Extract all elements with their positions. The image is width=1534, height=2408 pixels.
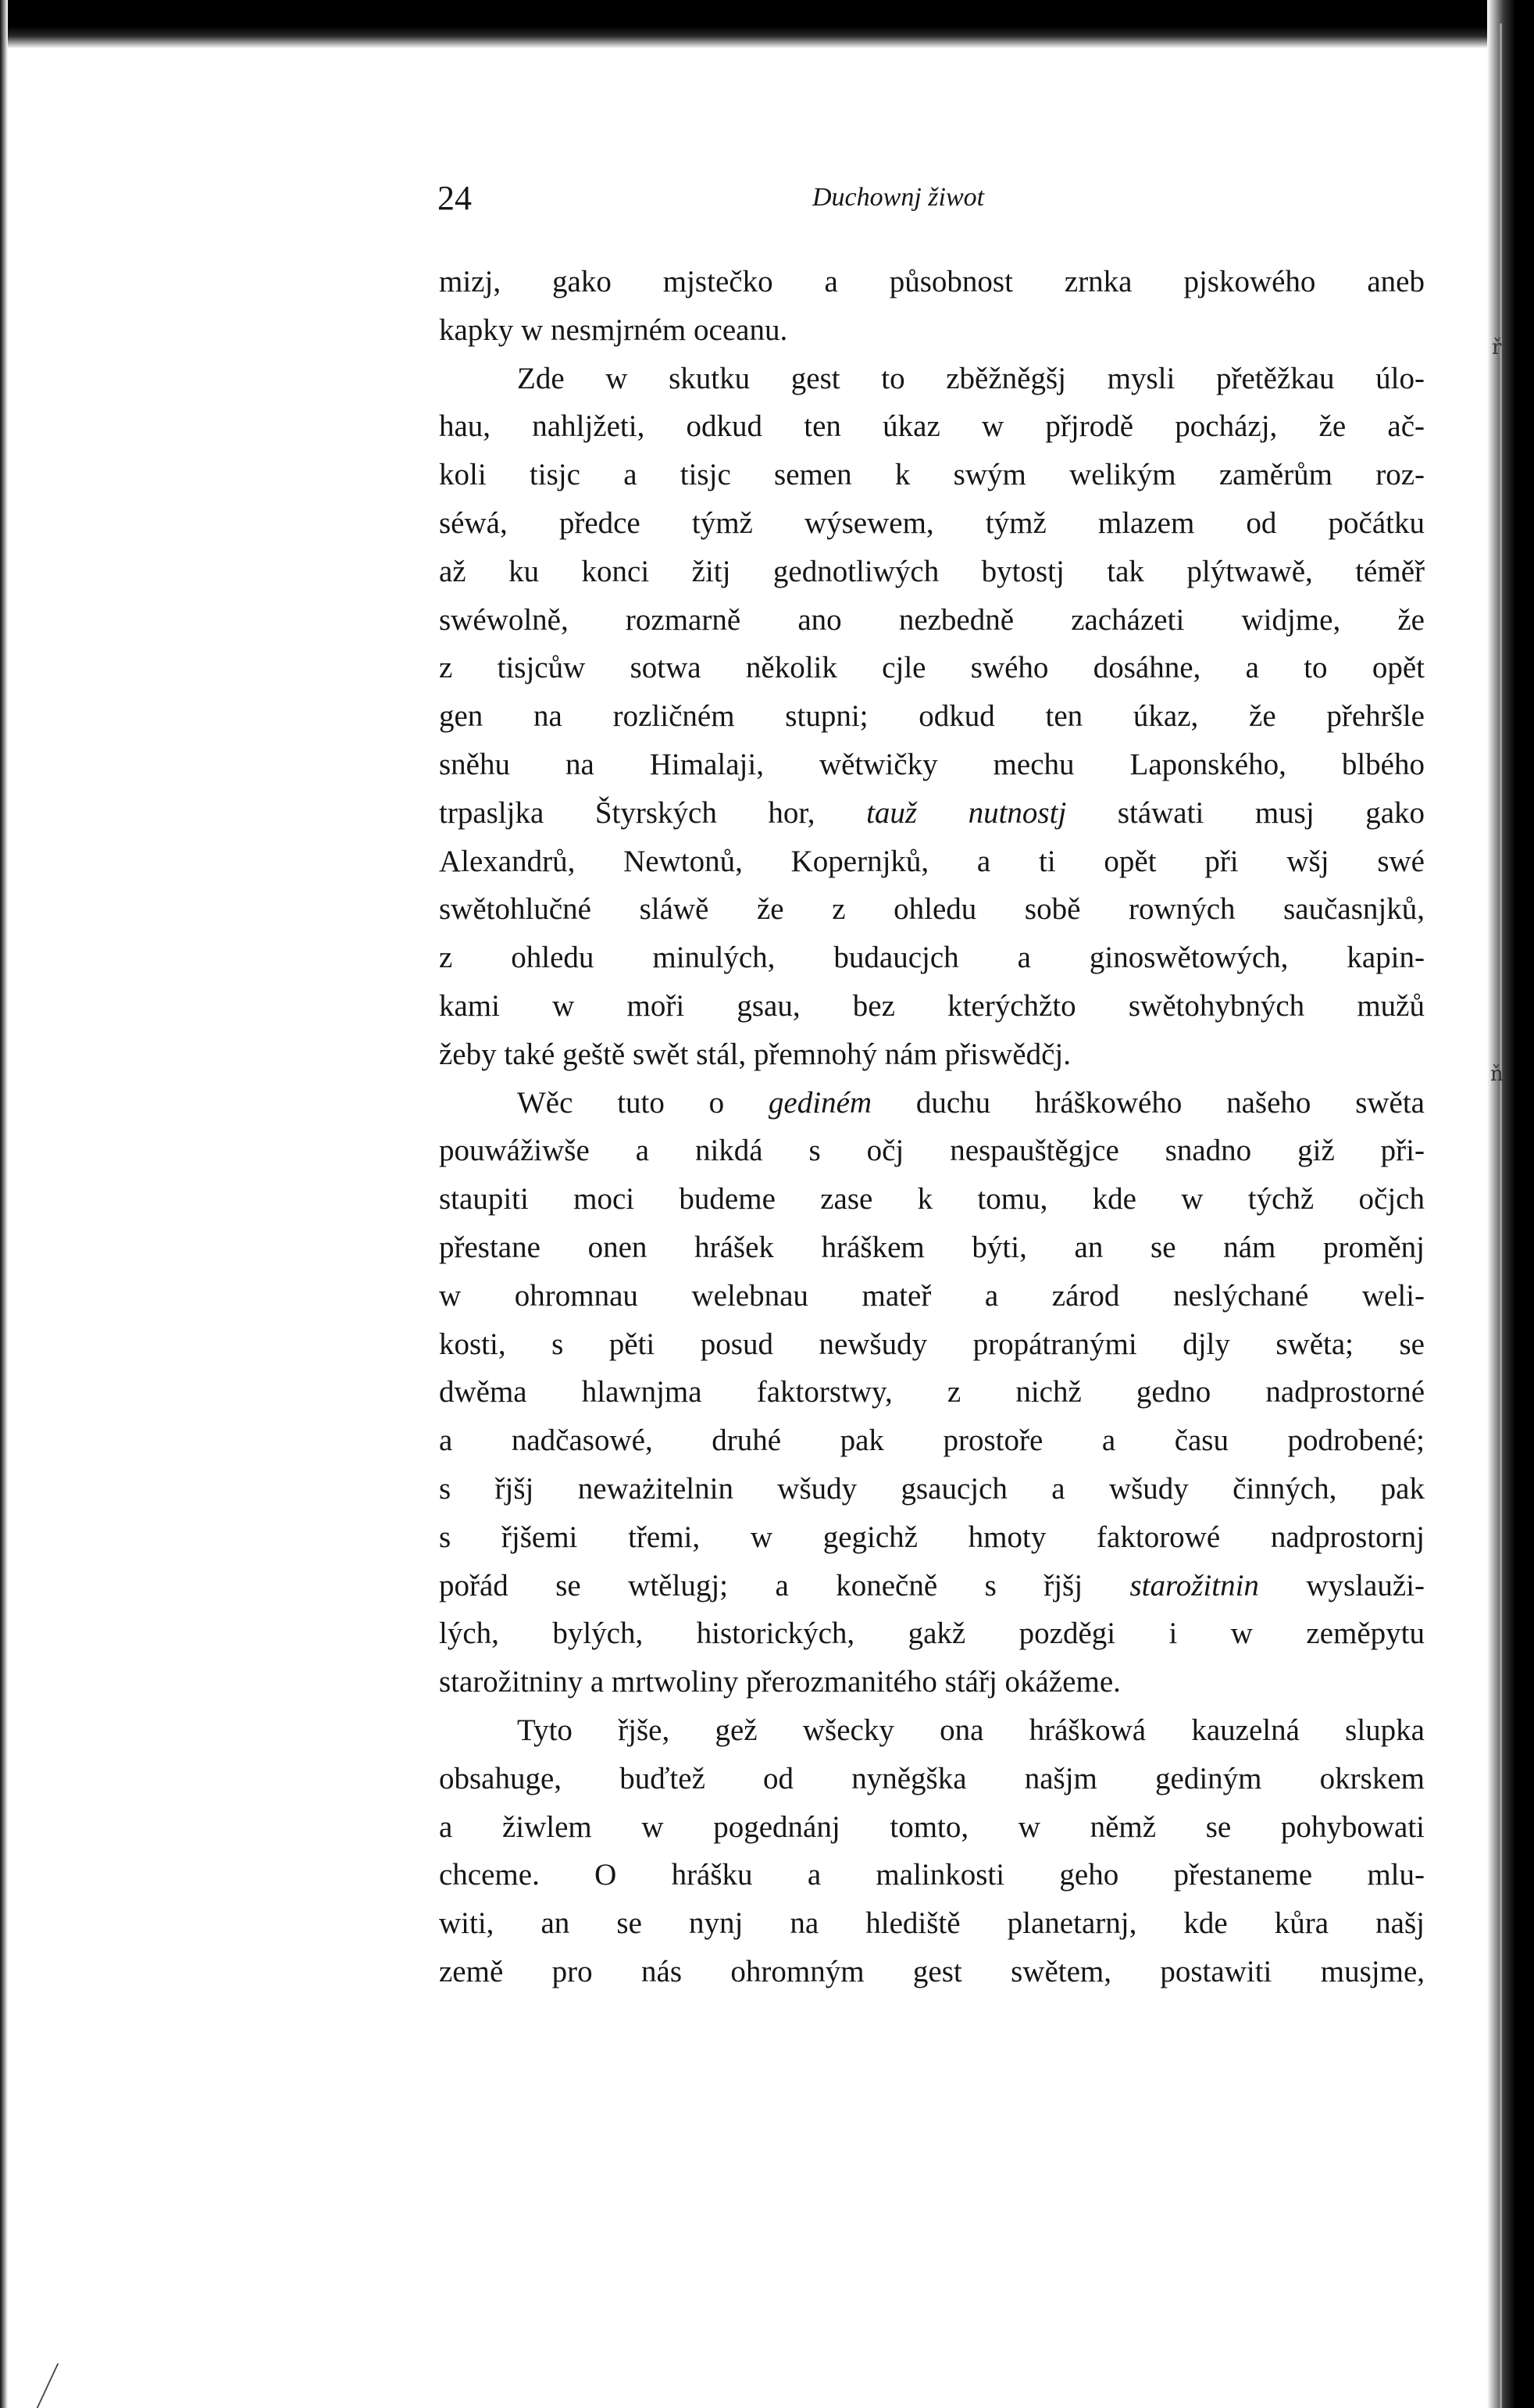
margin-mark: ř [1492,336,1502,359]
text-line: pouwážiwše a nikdá s očj nespauštěgjce snadno giž při- [439,1134,1425,1168]
text-line: kami w moři gsau, bez kterýchžto swětohybných mužů [439,988,1425,1023]
page-header [437,178,1437,225]
text-line: starožitniny a mrtwoliny přerozmanitého stářj okážeme. [439,1665,1121,1699]
text-line: Alexandrů, Newtonů, Kopernjků, a ti opět při wšj swé [439,844,1425,878]
page-corner [37,2363,91,2408]
text-line: a žiwlem w pogednánj tomto, w němž se pohybowati [439,1810,1425,1844]
text-line: a nadčasowé, druhé pak prostoře a času podrobené; [439,1424,1425,1458]
italic-phrase: starožitnin [1129,1568,1259,1602]
text-line: s řjšj neważitelnin wšudy gsaucjch a wšudy činných, pak [439,1471,1425,1506]
paragraph-start-line: Zde w skutku gest to zběžněgšj mysli přetěžkau úlo- [517,361,1425,395]
text-line: hau, nahljžeti, odkud ten úkaz w přjrodě pocházj, že ač- [439,409,1425,444]
text-line: z ohledu minulých, budaucjch a ginoswětowých, kapin- [439,941,1425,975]
text-line: staupiti moci budeme zase k tomu, kde w týchž očjch [439,1182,1425,1217]
text-line: koli tisjc a tisjc semen k swým welikým zaměrům roz- [439,458,1425,492]
text-line: witi, an se nynj na hlediště planetarnj, kde kůra našj [439,1906,1425,1941]
text-line [439,1562,1425,1610]
text-run: duchu hráškowého našeho swěta [872,1085,1425,1120]
text-line: w ohromnau welebnau mateř a zárod neslýchané weli- [439,1278,1425,1313]
text-run: wyslauži- [1258,1568,1425,1602]
text-line: lých, bylých, historických, gakž pozděgi i w zeměpytu [439,1617,1425,1651]
text-line: obsahuge, buďtež od nyněgška našjm gediným okrskem [439,1761,1425,1795]
text-run: pořád se wtělugj; a konečně s řjšj [439,1568,1130,1602]
running-head: Duchownj žiwot [812,183,985,212]
paragraph-start-line: Tyto řjše, gež wšecky ona hráškowá kauzelná slupka [517,1713,1425,1747]
page-fold-line [1500,23,1502,2408]
text-run: Wěc tuto o [517,1085,769,1120]
text-line: s řjšemi třemi, w gegichž hmoty faktorowé nadprostornj [439,1520,1425,1554]
text-line: žeby také geště swět stál, přemnohý nám přiswědčj. [439,1037,1072,1071]
text-line: dwěma hlawnjma faktorstwy, z nichž gedno nadprostorné [439,1375,1425,1409]
body-text [439,258,1425,1996]
text-line: mizj, gako mjstečko a působnost zrnka pjskowého aneb [439,265,1425,298]
page-number: 24 [437,179,472,217]
text-line: sněhu na Himalaji, wětwičky mechu Laponského, blbého [439,747,1425,781]
scan-right-edge [1487,0,1534,2408]
text-line: z tisjcůw sotwa několik cjle swého dosáhne, a to opět [439,651,1425,685]
text-run: stáwati musj gako [1066,795,1425,830]
text-run: trpasljka Štyrských hor, [439,795,867,830]
text-line: až ku konci žitj gednotliwých bytostj tak plýtwawě, téměř [439,554,1425,588]
text-line: séwá, předce týmž wýsewem, týmž mlazem od počátku [439,506,1425,540]
italic-phrase: gediném [768,1085,872,1120]
scan-top-edge [0,0,1534,48]
scan-left-edge [0,0,8,2408]
text-line: země pro nás ohromným gest swětem, postawiti musjme, [439,1954,1425,1988]
margin-mark: ň [1490,1063,1504,1086]
text-line: chceme. O hrášku a malinkosti geho přestaneme mlu- [439,1858,1425,1892]
text-line: kosti, s pěti posud newšudy propátranými djly swěta; se [439,1327,1425,1361]
paragraph-start-line [439,1079,1425,1127]
text-line: kapky w nesmjrném oceanu. [439,313,788,347]
text-line: swéwolně, rozmarně ano nezbedně zacházeti widjme, že [439,602,1425,637]
text-line: swětohlučné sláwě že z ohledu sobě rowných saučasnjků, [439,892,1425,927]
italic-phrase: tauž nutnostj [866,795,1067,830]
text-line [439,789,1425,838]
text-line: přestane onen hrášek hráškem býti, an se nám proměnj [439,1230,1425,1264]
text-line: gen na rozličném stupni; odkud ten úkaz, že přehršle [439,699,1425,734]
